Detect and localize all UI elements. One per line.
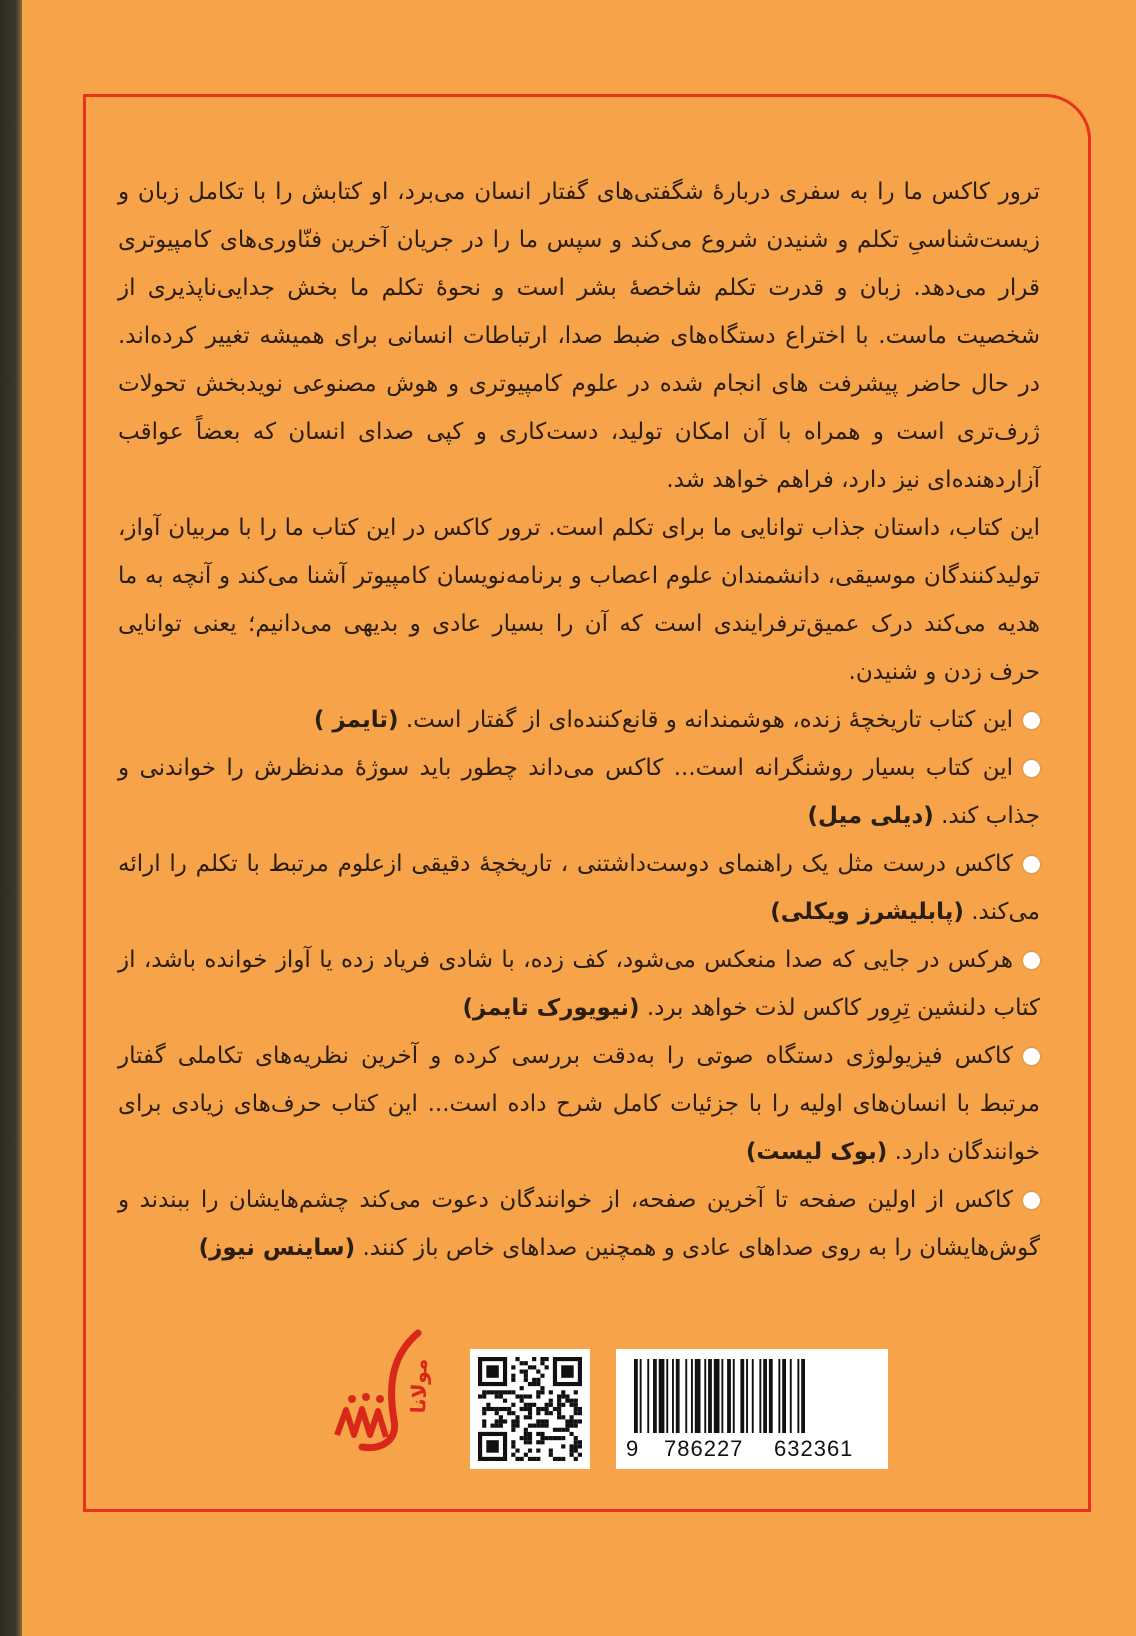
review-source: (پابلیشرز ویکلی) [770,899,964,925]
bullet-icon [1023,1048,1040,1065]
qr-module [570,1444,574,1448]
qr-module [561,1390,565,1394]
qr-module [578,1440,582,1444]
qr-module [570,1449,574,1453]
qr-module [524,1378,528,1382]
qr-module [540,1361,544,1365]
review-quote-2 [118,744,1040,840]
barcode-bar [640,1359,642,1433]
qr-module [515,1419,519,1423]
qr-module [503,1390,507,1394]
qr-module [540,1407,544,1411]
qr-module [528,1382,532,1386]
review-text: کاکس از اولین صفحه تا آخرین صفحه، از خوانندگان دعوت می‌کند چشم‌هایشان را ببندند و گوش‌هایشان را به روی صداهای عادی و همچنین صداهای خاص باز کنند. [118,1187,1040,1261]
qr-module [486,1440,498,1452]
qr-module [524,1432,528,1436]
qr-module [561,1436,565,1440]
qr-module [557,1403,561,1407]
qr-module [549,1453,553,1457]
qr-module [545,1407,549,1411]
review-text: این کتاب تاریخچهٔ زنده، هوشمندانه و قانع‌کننده‌ای از گفتار است. [405,707,1013,733]
qr-module [574,1411,578,1415]
qr-module [482,1390,486,1394]
qr-module [499,1407,503,1411]
qr-module [578,1407,582,1411]
qr-module [570,1399,574,1403]
review-quote-3 [118,840,1040,936]
qr-module [557,1407,561,1411]
barcode-bar [704,1359,706,1433]
barcode-bar [790,1359,792,1433]
barcode-bar [695,1359,701,1433]
qr-module [570,1403,574,1407]
qr-module [574,1440,578,1444]
qr-module [495,1394,499,1398]
qr-module [503,1407,507,1411]
qr-module [520,1394,524,1398]
qr-module [532,1424,536,1428]
qr-module [549,1436,553,1440]
qr-module [574,1457,578,1461]
qr-module [536,1369,540,1373]
qr-module [499,1415,503,1419]
qr-module [545,1411,549,1415]
barcode-bar [721,1359,723,1433]
review-source: (نیویورک تایمز) [462,995,640,1021]
qr-module [520,1361,524,1365]
isbn-lead-digit: 9 [626,1436,639,1461]
qr-module [520,1369,524,1373]
qr-module [574,1407,578,1411]
qr-module [532,1382,536,1386]
qr-module [536,1390,540,1394]
isbn-group-2: 632361 [774,1436,854,1461]
qr-module [557,1436,561,1440]
qr-module [574,1436,578,1440]
barcode-bar [653,1359,657,1433]
qr-module [524,1374,528,1378]
isbn-group-1: 786227 [664,1436,744,1461]
qr-code [470,1349,590,1469]
qr-module [549,1403,553,1407]
barcode-bar [691,1359,693,1433]
qr-module [520,1436,524,1440]
qr-module [511,1411,515,1415]
qr-module [507,1390,511,1394]
review-quote-1 [118,696,1040,744]
qr-module [574,1419,578,1423]
qr-module [507,1411,511,1415]
review-source: (بوک لیست) [745,1139,888,1165]
qr-module [578,1453,582,1457]
qr-module [536,1378,540,1382]
review-source: (ساینس نیوز) [198,1235,356,1261]
blurb-paragraph-1: ترور کاکس ما را به سفری دربارهٔ شگفتی‌های گفتار انسان می‌برد، او کتابش را با تکامل زبان و زیست‌شناسیِ تکلم و شنیدن شروع می‌کند و سپس ما را در جریان آخرین فنّاوری‌های کامپیوتری قرار می‌دهد. زبان و قدرت تکلم شاخصهٔ بشر است و نحوهٔ تکلم ما بخش جدایی‌ناپذیری از شخصیت ماست. با اختراع دستگاه‌های ضبط صدا، ارتباطات انسانی برای همیشه تغییر کرده‌اند. در حال حاضر پیشرفت های انجام شده در علوم کامپیوتری و هوش مصنوعی نویدبخش تحولات ژرف‌تری است و همراه با آن امکان تولید، دست‌کاری و کپی صدای انسان که بعضاً عواقب آزاردهنده‌ای نیز دارد، فراهم خواهد شد. [118,179,1040,493]
qr-module [524,1369,528,1373]
qr-module [515,1415,519,1419]
barcode-bar [733,1359,735,1433]
qr-module [578,1419,582,1423]
barcode-bar [769,1359,773,1433]
qr-module [565,1428,569,1432]
qr-module [561,1444,565,1448]
qr-module [511,1424,515,1428]
publisher-name-top: مولانا [406,1358,432,1414]
qr-module [515,1394,519,1398]
qr-module [536,1407,540,1411]
qr-module [565,1419,569,1423]
qr-module [503,1399,507,1403]
barcode-bar [676,1359,680,1433]
qr-module [532,1365,536,1369]
qr-module [557,1399,561,1403]
bullet-icon [1023,952,1040,969]
qr-module [528,1407,532,1411]
qr-module [540,1432,544,1436]
qr-module [511,1403,515,1407]
qr-module [532,1378,536,1382]
qr-module [495,1424,499,1428]
qr-module [536,1419,540,1423]
qr-module [545,1365,549,1369]
qr-module [524,1394,528,1398]
qr-module [574,1403,578,1407]
qr-module [507,1407,511,1411]
qr-module [511,1428,515,1432]
qr-module [524,1428,528,1432]
qr-module [561,1415,565,1419]
qr-module [561,1403,565,1407]
qr-module [528,1365,532,1369]
qr-module [482,1424,486,1428]
qr-module [549,1399,553,1403]
qr-module [495,1411,499,1415]
bullet-icon [1023,712,1040,729]
qr-module [557,1411,561,1415]
qr-module [524,1415,528,1419]
qr-module [515,1449,519,1453]
qr-module [486,1407,490,1411]
qr-module [499,1424,503,1428]
qr-module [490,1407,494,1411]
qr-module [503,1419,507,1423]
review-quote-5 [118,1032,1040,1176]
barcode-bar [727,1359,731,1433]
qr-module [482,1419,486,1423]
qr-module [557,1394,561,1398]
qr-module [511,1440,515,1444]
qr-module [553,1407,557,1411]
qr-module [495,1419,499,1423]
qr-module [553,1436,557,1440]
barcode-bar [759,1359,761,1433]
isbn-digits [624,1434,880,1464]
qr-module [520,1386,524,1390]
qr-module [490,1424,494,1428]
barcode-bar [708,1359,712,1433]
qr-module [524,1453,528,1457]
qr-module [570,1415,574,1419]
qr-module [561,1365,573,1377]
qr-module [515,1457,519,1461]
qr-module [528,1457,532,1461]
qr-module [511,1453,515,1457]
qr-module [540,1436,544,1440]
qr-module [540,1390,544,1394]
barcode-bar [746,1359,748,1433]
qr-module [545,1419,549,1423]
qr-module [520,1399,524,1403]
qr-module [528,1440,532,1444]
qr-module [536,1449,540,1453]
qr-module [511,1374,515,1378]
qr-module [570,1432,574,1436]
barcode-bar [659,1359,665,1433]
qr-module [565,1399,569,1403]
qr-module [478,1394,482,1398]
qr-module [524,1440,528,1444]
review-text: کاکس فیزیولوژی دستگاه صوتی را به‌دقت بررسی کرده و آخرین نظریه‌های تکاملی گفتار مرتبط با انسان‌های اولیه را با جزئیات کامل شرح داده است... این کتاب حرف‌های زیادی برای خوانندگان دارد. [118,1043,1040,1165]
review-quote-6 [118,1176,1040,1272]
qr-module [524,1361,528,1365]
qr-module [545,1357,549,1361]
qr-module [561,1457,565,1461]
qr-module [540,1357,544,1361]
qr-module [545,1403,549,1407]
isbn-barcode [616,1349,888,1469]
qr-module [528,1411,532,1415]
qr-module [528,1436,532,1440]
qr-module [515,1357,519,1361]
barcode-bar [797,1359,799,1433]
qr-code-icon [478,1357,582,1461]
qr-module [561,1394,565,1398]
qr-module [499,1390,503,1394]
qr-module [553,1428,557,1432]
qr-module [557,1457,561,1461]
qr-module [565,1424,569,1428]
barcode-bar [634,1359,638,1433]
qr-module [540,1374,544,1378]
barcode-bar [763,1359,767,1433]
qr-module [536,1394,540,1398]
qr-module [536,1382,540,1386]
barcode-bar [740,1359,744,1433]
qr-module [482,1407,486,1411]
qr-module [570,1419,574,1423]
qr-module [528,1415,532,1419]
qr-module [524,1403,528,1407]
review-source: (دیلی میل) [807,803,934,829]
qr-module [524,1436,528,1440]
qr-module [528,1449,532,1453]
barcode-bar [685,1359,687,1433]
qr-module [557,1415,561,1419]
review-text: این کتاب بسیار روشنگرانه است... کاکس می‌داند چطور باید سوژهٔ مدنظرش را خواندنی و جذاب کند. [118,755,1040,829]
bullet-icon [1023,760,1040,777]
qr-module [511,1365,515,1369]
barcode-bar [752,1359,754,1433]
qr-module [511,1419,515,1423]
qr-module [511,1378,515,1382]
barcode-bar [801,1359,805,1433]
qr-module [532,1357,536,1361]
qr-module [545,1424,549,1428]
qr-module [549,1449,553,1453]
qr-module [486,1390,490,1394]
qr-module [524,1407,528,1411]
qr-module [536,1424,540,1428]
qr-module [482,1411,486,1415]
qr-module [520,1407,524,1411]
blurb-text [118,168,1040,1272]
qr-module [528,1403,532,1407]
qr-module [532,1403,536,1407]
qr-module [553,1457,557,1461]
qr-module [570,1453,574,1457]
review-text: کاکس درست مثل یک راهنمای دوست‌داشتنی ، تاریخچهٔ دقیقی ازعلوم مرتبط با تکلم را ارائه می‌کند. [118,851,1040,925]
review-text: هرکس در جایی که صدا منعکس می‌شود، کف زده، با شادی فریاد زده یا آواز خوانده باشد، از کتاب دلنشین تِرِور کاکس لذت خواهد برد. [118,947,1040,1021]
qr-module [570,1424,574,1428]
book-spine-edge [0,0,22,1636]
qr-module [486,1403,490,1407]
qr-module [482,1394,486,1398]
qr-module [495,1407,499,1411]
qr-module [486,1365,498,1377]
qr-module [540,1440,544,1444]
blurb-paragraph-2: این کتاب، داستان جذاب توانایی ما برای تکلم است. ترور کاکس در این کتاب ما را با مربیان آواز، تولیدکنندگان موسیقی، دانشمندان علوم اعصاب و برنامه‌نویسان کامپیوتر آشنا می‌کند و آنچه به ما هدیه می‌کند درک عمیق‌ترفرایندی است که آن را بسیار عادی و بدیهی می‌دانیم؛ یعنی توانایی حرف زدن و شنیدن. [118,515,1040,685]
qr-module [574,1399,578,1403]
qr-module [490,1390,494,1394]
review-source: (تایمز ) [313,707,399,733]
qr-module [528,1394,532,1398]
barcode-bar [714,1359,720,1433]
review-quote-4 [118,936,1040,1032]
qr-module [495,1390,499,1394]
qr-module [578,1411,582,1415]
barcode-bar [647,1359,649,1433]
qr-module [540,1386,544,1390]
qr-module [536,1432,540,1436]
barcode-bar [778,1359,780,1433]
qr-module [557,1428,561,1432]
qr-module [499,1394,503,1398]
qr-module [574,1424,578,1428]
barcode-bars [630,1359,880,1433]
qr-module [565,1394,569,1398]
barcode-bar [666,1359,668,1433]
qr-module [515,1424,519,1428]
barcode-bar [782,1359,786,1433]
barcode-bar [672,1359,674,1433]
qr-module [536,1411,540,1415]
qr-module [578,1444,582,1448]
qr-module [549,1390,553,1394]
qr-module [536,1440,540,1444]
qr-module [540,1419,544,1423]
qr-module [561,1428,565,1432]
qr-module [511,1444,515,1448]
qr-module [499,1419,503,1423]
bullet-icon [1023,1192,1040,1209]
qr-module [549,1411,553,1415]
qr-module [532,1457,536,1461]
bullet-icon [1023,856,1040,873]
qr-module [545,1436,549,1440]
qr-module [536,1457,540,1461]
qr-module [528,1432,532,1436]
qr-module [574,1449,578,1453]
qr-module [528,1424,532,1428]
qr-module [540,1424,544,1428]
qr-module [574,1444,578,1448]
qr-module [520,1457,524,1461]
qr-module [574,1390,578,1394]
publisher-logo [322,1325,442,1455]
qr-module [511,1390,515,1394]
